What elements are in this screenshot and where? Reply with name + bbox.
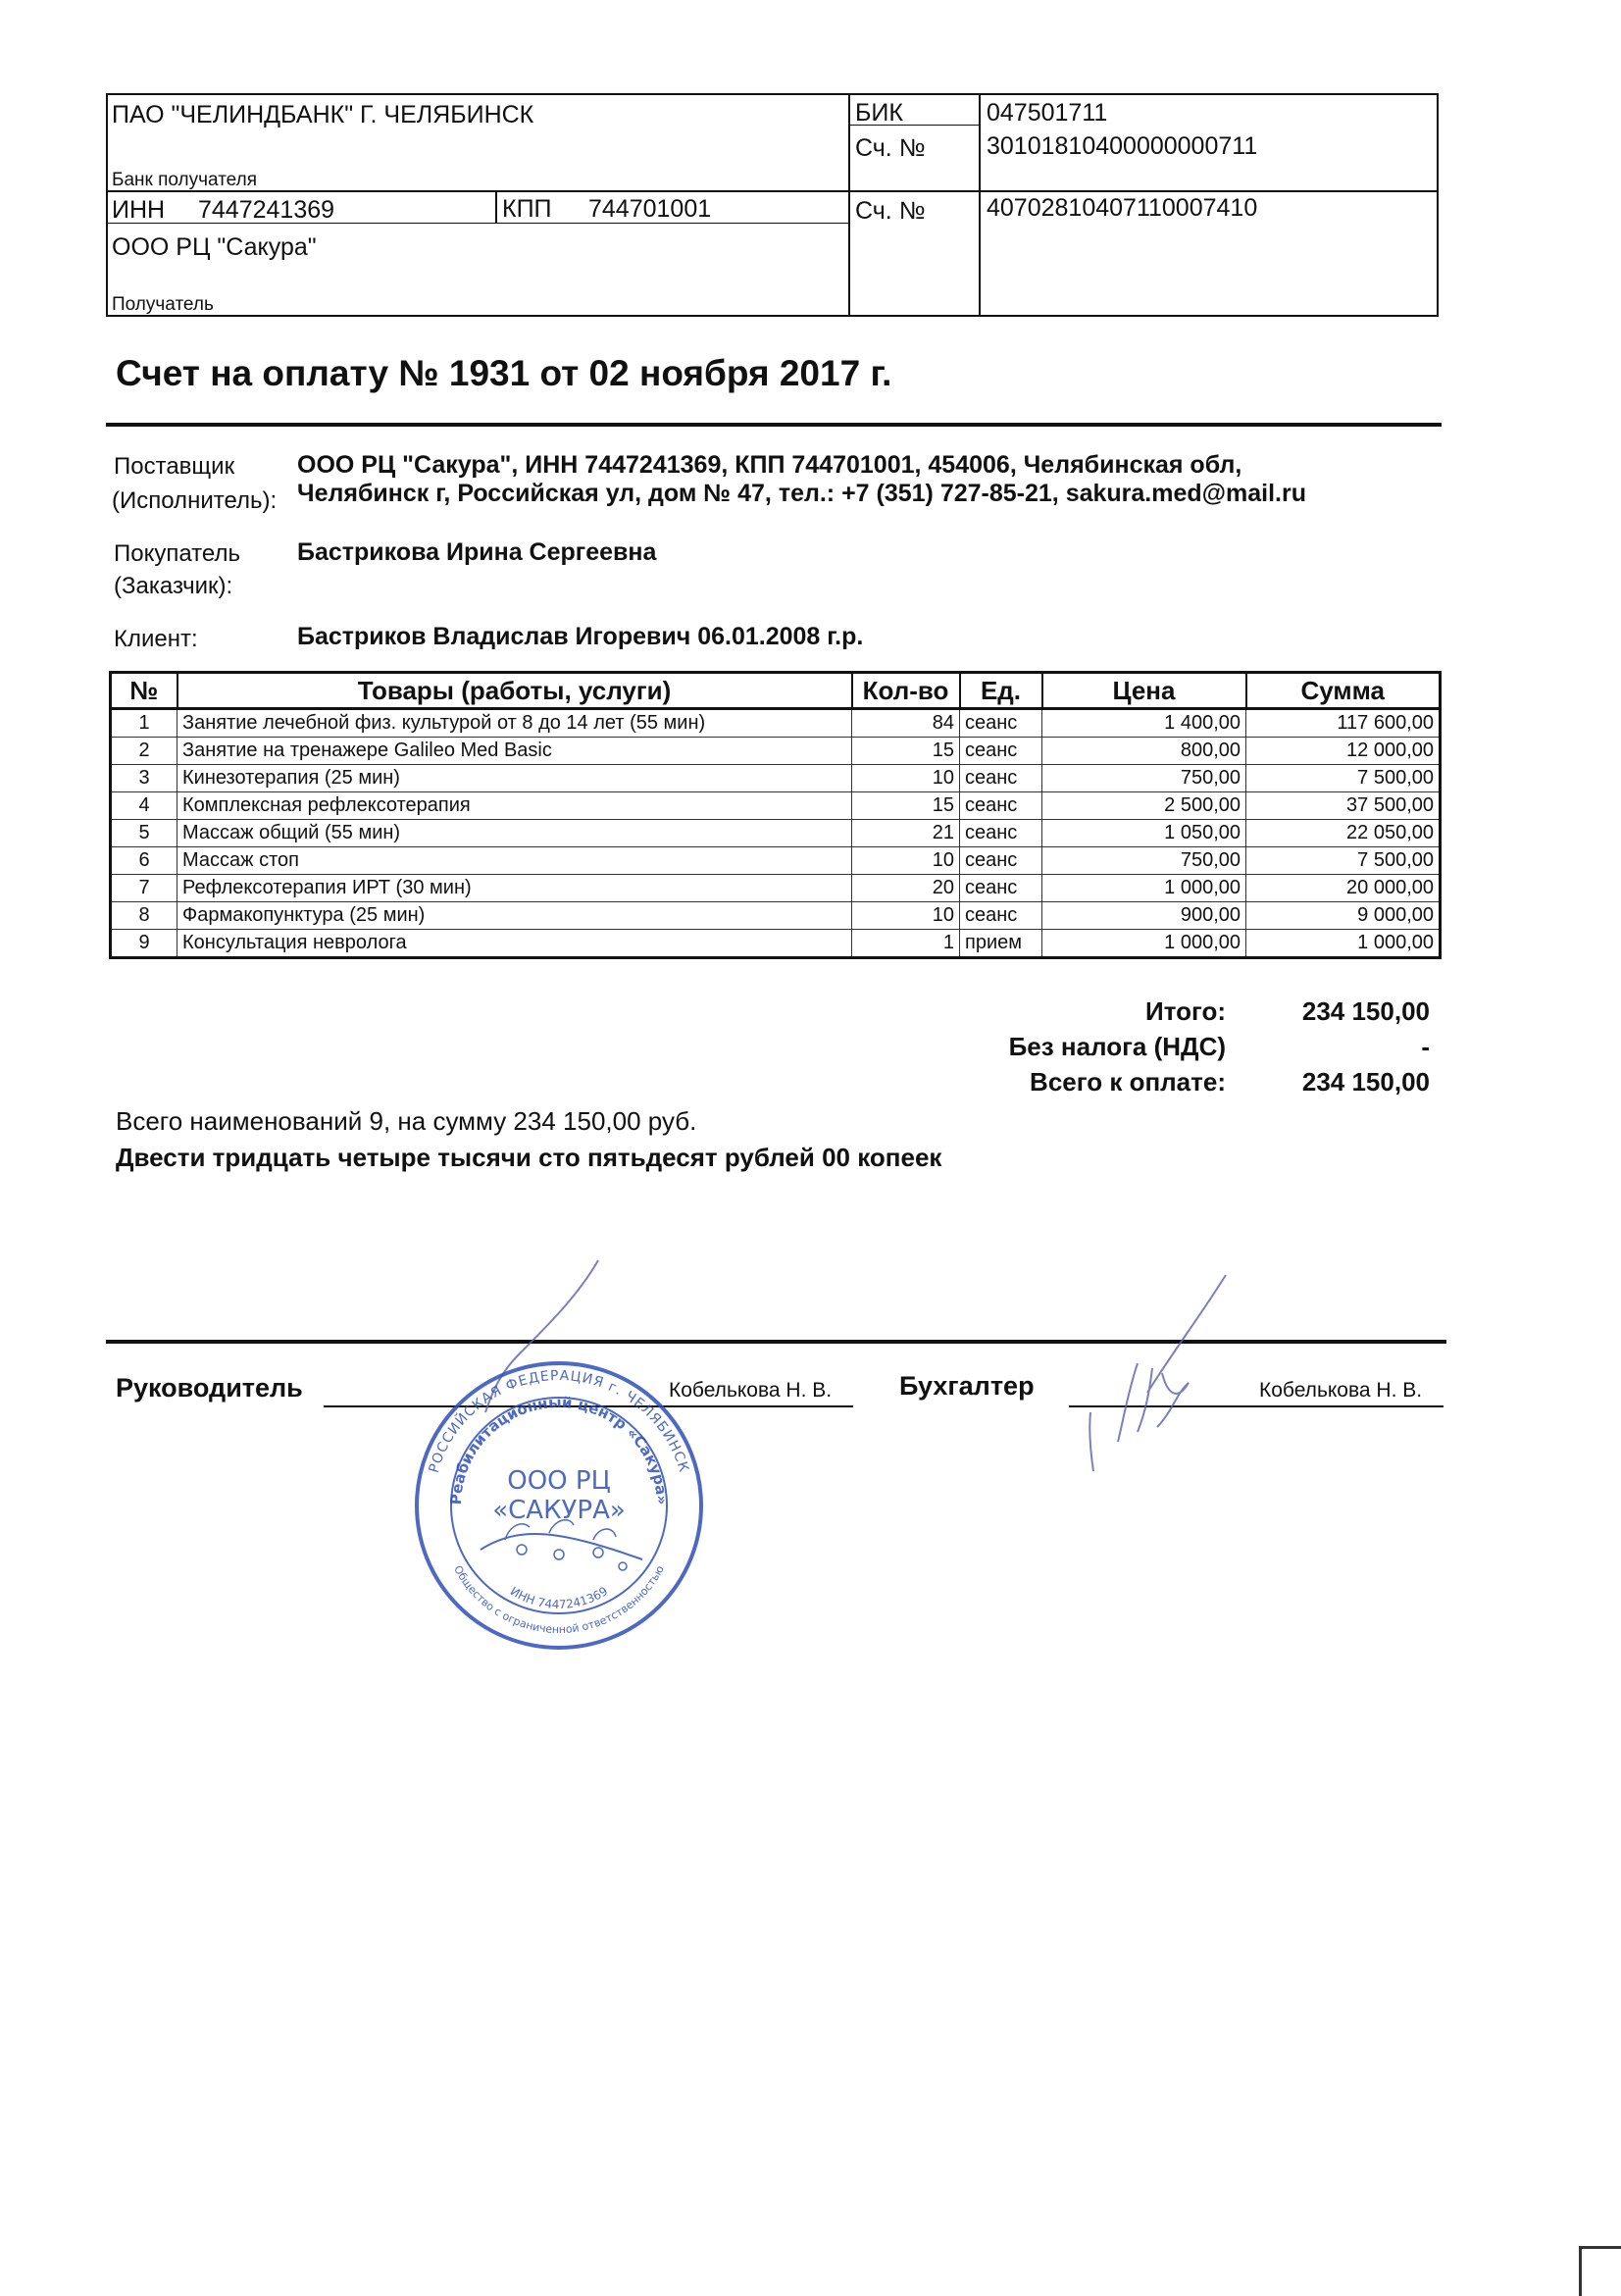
cell-number: 7	[111, 875, 177, 902]
cell-qty: 84	[852, 709, 960, 738]
vat-label: Без налога (НДС)	[1008, 1032, 1226, 1061]
cell-price: 1 050,00	[1042, 820, 1246, 847]
supplier-label-sub: (Исполнитель):	[112, 487, 278, 514]
cell-sum: 7 500,00	[1246, 765, 1441, 792]
buyer-label-sub: (Заказчик):	[114, 573, 233, 599]
stamp-center-line-1: ООО РЦ	[507, 1466, 611, 1496]
corr-account-value: 30101810400000000711	[987, 132, 1258, 160]
col-header-qty: Кол-во	[852, 673, 960, 709]
invoice-title: Счет на оплату № 1931 от 02 ноября 2017 г.	[116, 353, 892, 393]
cell-number: 6	[111, 847, 177, 875]
cell-number: 4	[111, 792, 177, 820]
cell-price: 1 400,00	[1042, 709, 1246, 738]
cell-sum: 9 000,00	[1246, 902, 1441, 930]
col-header-goods: Товары (работы, услуги)	[177, 673, 852, 709]
cell-sum: 20 000,00	[1246, 875, 1441, 902]
accountant-label: Бухгалтер	[899, 1371, 1035, 1401]
col-header-sum: Сумма	[1246, 673, 1441, 709]
amount-in-words: Двести тридцать четыре тысячи сто пятьдесят рублей 00 копеек	[116, 1143, 942, 1172]
stamp-seal-icon	[412, 1358, 706, 1653]
corr-account-label: Сч. №	[855, 134, 926, 162]
cell-unit: прием	[960, 930, 1042, 958]
account-value: 40702810407110007410	[987, 194, 1258, 222]
cell-item: Рефлексотерапия ИРТ (30 мин)	[177, 875, 852, 902]
cell-sum: 37 500,00	[1246, 792, 1441, 820]
cell-number: 2	[111, 738, 177, 765]
bik-label: БИК	[855, 99, 903, 127]
buyer-label: Покупатель	[114, 540, 240, 567]
bank-caption: Банк получателя	[112, 170, 257, 190]
col-header-number: №	[111, 673, 177, 709]
cell-item: Занятие лечебной физ. культурой от 8 до 14 лет (55 мин)	[177, 709, 852, 738]
cell-unit: сеанс	[960, 847, 1042, 875]
cell-qty: 15	[852, 792, 960, 820]
inn-value: 7447241369	[198, 196, 335, 224]
company-stamp	[412, 1358, 706, 1653]
cell-item: Массаж общий (55 мин)	[177, 820, 852, 847]
cell-price: 1 000,00	[1042, 930, 1246, 958]
stamp-outer-text: РОССИЙСКАЯ ФЕДЕРАЦИЯ г. ЧЕЛЯБИНСК	[426, 1367, 692, 1475]
cell-number: 9	[111, 930, 177, 958]
cell-qty: 1	[852, 930, 960, 958]
cell-qty: 20	[852, 875, 960, 902]
due-value: 234 150,00	[1301, 1067, 1430, 1097]
supplier-line-2: Челябинск г, Российская ул, дом № 47, тел.: +7 (351) 727-85-21, sakura.med@mail.ru	[297, 480, 1307, 507]
vat-value: -	[1421, 1032, 1430, 1061]
stamp-center-line-2: «САКУРА»	[492, 1496, 626, 1525]
stamp-inn-text: ИНН 7447241369	[507, 1584, 611, 1612]
cell-sum: 22 050,00	[1246, 820, 1441, 847]
cell-number: 1	[111, 709, 177, 738]
stamp-bottom-text: Общество с ограниченной ответственностью	[451, 1563, 667, 1637]
due-label: Всего к оплате:	[1030, 1067, 1226, 1097]
cell-unit: сеанс	[960, 709, 1042, 738]
cell-item: Комплексная рефлексотерапия	[177, 792, 852, 820]
stamp-inner-text: Реабилитационный центр «Сакура»	[446, 1393, 672, 1505]
scan-edge-mark	[1579, 2246, 1621, 2296]
supplier-label: Поставщик	[114, 453, 235, 480]
cell-qty: 21	[852, 820, 960, 847]
total-label: Итого:	[1145, 996, 1226, 1026]
cell-qty: 10	[852, 847, 960, 875]
cell-sum: 1 000,00	[1246, 930, 1441, 958]
col-header-unit: Ед.	[960, 673, 1042, 709]
kpp-label: КПП	[502, 195, 552, 223]
cell-sum: 7 500,00	[1246, 847, 1441, 875]
supplier-line-1: ООО РЦ "Сакура", ИНН 7447241369, КПП 744701001, 454006, Челябинская обл,	[297, 451, 1242, 479]
cell-price: 750,00	[1042, 847, 1246, 875]
cell-number: 8	[111, 902, 177, 930]
kpp-value: 744701001	[588, 195, 712, 223]
cell-item: Массаж стоп	[177, 847, 852, 875]
director-label: Руководитель	[116, 1373, 303, 1403]
cell-item: Фармакопунктура (25 мин)	[177, 902, 852, 930]
items-count-line: Всего наименований 9, на сумму 234 150,00 руб.	[116, 1106, 697, 1136]
cell-qty: 10	[852, 765, 960, 792]
cell-price: 900,00	[1042, 902, 1246, 930]
client-value: Бастриков Владислав Игоревич 06.01.2008 г.р.	[297, 623, 864, 650]
cell-unit: сеанс	[960, 738, 1042, 765]
cell-item: Консультация невролога	[177, 930, 852, 958]
total-value: 234 150,00	[1301, 996, 1430, 1026]
director-name: Кобелькова Н. В.	[669, 1379, 833, 1402]
cell-item: Занятие на тренажере Galileo Med Basic	[177, 738, 852, 765]
cell-sum: 117 600,00	[1246, 709, 1441, 738]
recipient-name: ООО РЦ "Сакура"	[112, 233, 317, 261]
bank-name: ПАО "ЧЕЛИНДБАНК" Г. ЧЕЛЯБИНСК	[112, 101, 534, 128]
account-label: Сч. №	[855, 197, 926, 225]
cell-unit: сеанс	[960, 875, 1042, 902]
bik-value: 047501711	[987, 99, 1108, 127]
cell-number: 5	[111, 820, 177, 847]
cell-unit: сеанс	[960, 902, 1042, 930]
cell-unit: сеанс	[960, 820, 1042, 847]
cell-qty: 10	[852, 902, 960, 930]
cell-price: 1 000,00	[1042, 875, 1246, 902]
client-label: Клиент:	[114, 626, 198, 652]
col-header-price: Цена	[1042, 673, 1246, 709]
cell-sum: 12 000,00	[1246, 738, 1441, 765]
cell-price: 750,00	[1042, 765, 1246, 792]
cell-unit: сеанс	[960, 792, 1042, 820]
cell-number: 3	[111, 765, 177, 792]
cell-unit: сеанс	[960, 765, 1042, 792]
accountant-name: Кобелькова Н. В.	[1259, 1379, 1423, 1402]
cell-price: 800,00	[1042, 738, 1246, 765]
recipient-caption: Получатель	[112, 294, 214, 315]
cell-qty: 15	[852, 738, 960, 765]
buyer-value: Бастрикова Ирина Сергеевна	[297, 538, 657, 566]
cell-price: 2 500,00	[1042, 792, 1246, 820]
cell-item: Кинезотерапия (25 мин)	[177, 765, 852, 792]
inn-label: ИНН	[112, 196, 166, 224]
